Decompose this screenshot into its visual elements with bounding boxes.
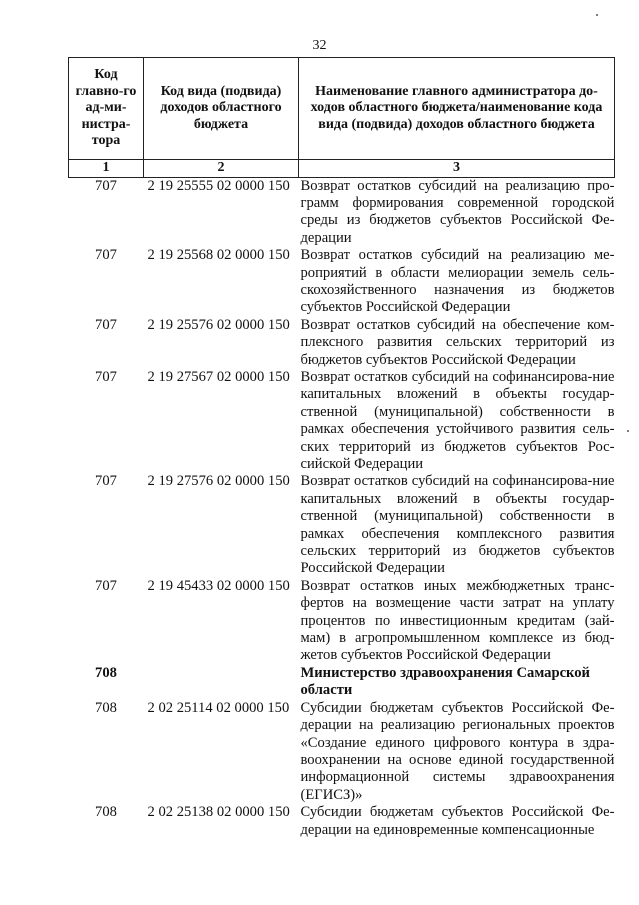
revenue-name: Возврат остатков субсидий на реализацию ме-роприятий в области мелиорации земель сель-скохозяйственного назначения из бюджетов субъектов Российской Федерации [300,247,615,316]
table-row [69,369,615,473]
revenue-name: Возврат остатков субсидий на софинансирова-ние капитальных вложений в объекты государ-ственной (муниципальной) собственности в рамках обеспечения комплексного развития сельских территорий из бюджетов субъектов Российской Федерации [300,473,615,577]
revenue-code: 2 19 45433 02 0000 150 [147,577,290,594]
admin-code: 707 [95,577,117,594]
admin-code: 707 [95,473,117,490]
table-row [69,804,615,839]
table-body [69,177,615,839]
table-row [69,177,615,247]
revenue-code: 2 19 27576 02 0000 150 [147,473,290,490]
admin-code: 707 [95,177,117,194]
table-row [69,700,615,804]
table-row [69,578,615,665]
header-number-1: 1 [69,160,144,178]
ministry-code-empty [144,665,299,700]
revenue-name: Возврат остатков иных межбюджетных транс-фертов на возмещение части затрат на уплату процентов по инвестиционным кредитам (зай-мам) в агропромышленном комплексе из бюд-жетов субъектов Российской Федерации [300,577,615,664]
revenue-codes-table [68,57,615,839]
revenue-name: Возврат остатков субсидий на софинансирова-ние капитальных вложений в объекты государ-ственной (муниципальной) собственности в рамках обеспечения устойчивого развития сель-ских территорий из бюджетов субъектов Рос-сийской Федерации [300,368,615,472]
table-header [69,58,615,178]
ministry-admin-code: 708 [95,664,117,681]
page-number: 32 [312,38,327,53]
revenue-name: Возврат остатков субсидий на реализацию про-грамм формирования современной городской среды из бюджетов субъектов Российской Фе-дерации [300,177,615,246]
admin-code: 707 [95,247,117,264]
revenue-name: Субсидии бюджетам субъектов Российской Фе-дерации на единовременные компенсационные [300,804,615,838]
admin-code: 708 [95,699,117,716]
header-name: Наименование главного администратора до-ходов областного бюджета/наименование кода вида (подвида) доходов областного бюджета [299,58,615,160]
table-row [69,247,615,317]
scan-speck [596,14,598,16]
header-number-3: 3 [299,160,615,178]
ministry-name: Министерство здравоохранения Самарской области [300,664,590,699]
header-number-2: 2 [144,160,299,178]
revenue-name: Возврат остатков субсидий на обеспечение ком-плексного развития сельских территорий из бюджетов субъектов Российской Федерации [300,316,615,368]
revenue-code: 2 19 27567 02 0000 150 [147,368,290,385]
table-row [69,317,615,369]
admin-code: 707 [95,368,117,385]
header-admin-code: Код главно-го ад-ми-нистра-тора [69,58,144,160]
revenue-code: 2 02 25138 02 0000 150 [147,804,290,821]
ministry-row [69,665,615,700]
header-revenue-code: Код вида (подвида) доходов областного бюджета [144,58,299,160]
admin-code: 708 [95,804,117,821]
scan-speck [627,430,629,432]
revenue-name: Субсидии бюджетам субъектов Российской Фе-дерации на реализацию региональных проектов «Создание единого цифрового контура в здра-воохранении на основе единой государственной информационной системы здравоохранения (ЕГИСЗ)» [300,699,615,803]
table-row [69,473,615,577]
revenue-code: 2 02 25114 02 0000 150 [147,699,290,716]
admin-code: 707 [95,316,117,333]
revenue-code: 2 19 25576 02 0000 150 [147,316,290,333]
revenue-code: 2 19 25555 02 0000 150 [147,177,290,194]
revenue-code: 2 19 25568 02 0000 150 [147,247,290,264]
